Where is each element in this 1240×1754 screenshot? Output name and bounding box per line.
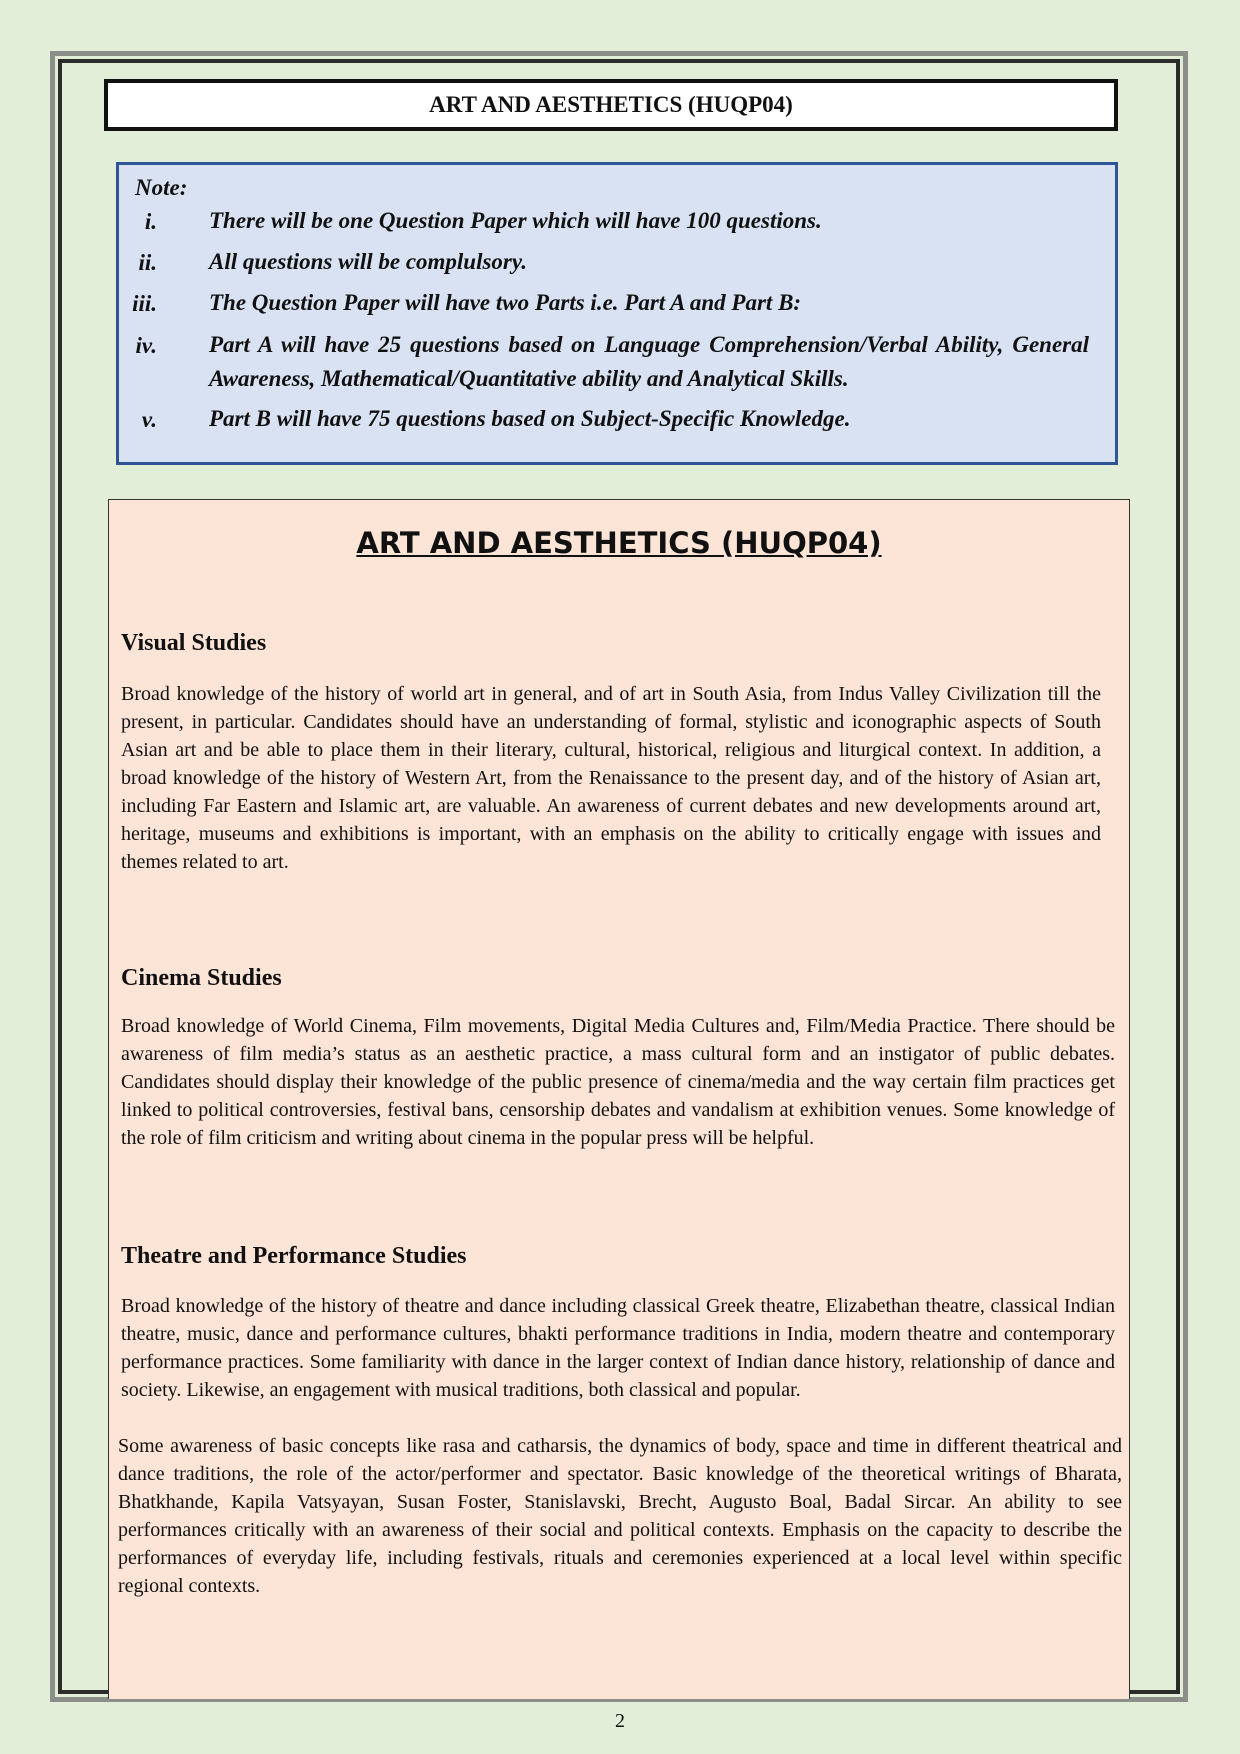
content-title: ART AND AESTHETICS (HUQP04) — [356, 526, 882, 560]
note-item-number: v. — [141, 407, 157, 432]
note-item-number: iv. — [135, 333, 157, 358]
section-paragraph: Broad knowledge of the history of theatre and dance including classical Greek theatre, Elizabethan theatre, classical Indian theatre, music, dance and performance cultures, bhakti performance traditions in India, modern theatre and contemporary performance practices. Some familiarity with dance in the larger context of Indian dance history, relationship of dance and society. Likewise, an engagement with musical traditions, both classical and popular. — [121, 1295, 1115, 1401]
section-heading-theatre-performance-studies: Theatre and Performance Studies — [121, 1243, 467, 1269]
note-item-number: iii. — [132, 291, 157, 316]
note-item-text: All questions will be complulsory. — [209, 249, 527, 274]
section-paragraph: Broad knowledge of World Cinema, Film movements, Digital Media Cultures and, Film/Media Practice. There should be awareness of film media’s status as an aesthetic practice, a mass cultural form and an instigator of public debates. Candidates should display their knowledge of the public presence of cinema/media and the way certain film practices get linked to political controversies, festival bans, censorship debates and vandalism at exhibition venues. Some knowledge of the role of film criticism and writing about cinema in the popular press will be helpful. — [121, 1015, 1115, 1149]
note-item-text: Part A will have 25 questions based on Language Comprehension/Verbal Ability, General Awareness, Mathematical/Quantitative ability and Analytical Skills. — [209, 332, 1089, 391]
note-box — [116, 162, 1118, 465]
syllabus-content-box — [108, 499, 1130, 1699]
section-paragraph: Some awareness of basic concepts like rasa and catharsis, the dynamics of body, space and time in different theatrical and dance traditions, the role of the actor/performer and spectator. Basic knowledge of the theoretical writings of Bharata, Bhatkhande, Kapila Vatsyayan, Susan Foster, Stanislavski, Brecht, Augusto Boal, Badal Sircar. An ability to see performances critically with an awareness of their social and political contexts. Emphasis on the capacity to describe the performances of everyday life, including festivals, rituals and ceremonies experienced at a local level within specific regional contexts. — [118, 1435, 1122, 1597]
note-label: Note: — [135, 175, 188, 200]
header-title-box — [104, 79, 1118, 131]
note-item-text: Part B will have 75 questions based on Subject-Specific Knowledge. — [209, 406, 851, 431]
header-title: ART AND AESTHETICS (HUQP04) — [429, 92, 793, 117]
note-item-number: i. — [144, 209, 157, 234]
section-paragraph: Broad knowledge of the history of world art in general, and of art in South Asia, from Indus Valley Civilization till the present, in particular. Candidates should have an understanding of formal, stylistic and iconographic aspects of South Asian art and be able to place them in their literary, cultural, historical, religious and liturgical context. In addition, a broad knowledge of the history of Western Art, from the Renaissance to the present day, and of the history of Asian art, including Far Eastern and Islamic art, are valuable. An awareness of current debates and new developments around art, heritage, museums and exhibitions is important, with an emphasis on the ability to critically engage with issues and themes related to art. — [121, 683, 1101, 873]
page-number: 2 — [615, 1710, 625, 1732]
section-heading-visual-studies: Visual Studies — [121, 630, 267, 656]
note-item-text: The Question Paper will have two Parts i.e. Part A and Part B: — [209, 290, 802, 315]
note-item-number: ii. — [138, 250, 157, 275]
section-heading-cinema-studies: Cinema Studies — [121, 965, 282, 991]
note-item-text: There will be one Question Paper which will have 100 questions. — [209, 208, 822, 233]
